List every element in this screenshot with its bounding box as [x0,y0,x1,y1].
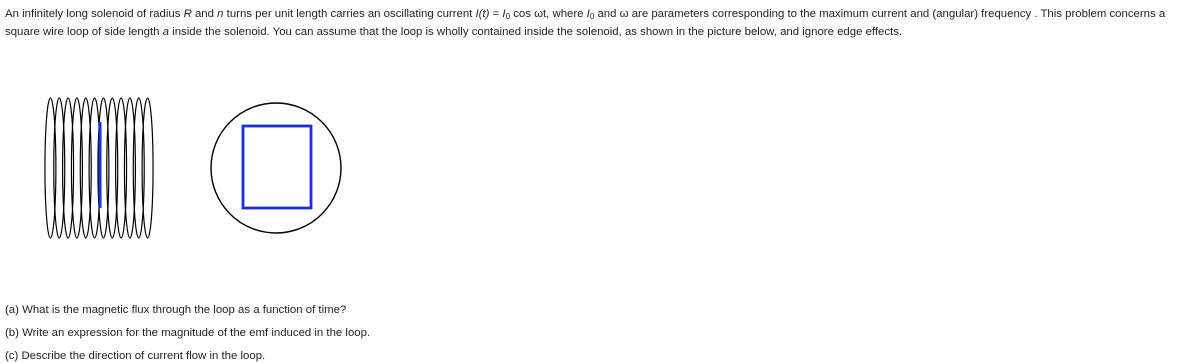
var-current-function: I(t) [475,8,490,20]
problem-statement: An infinitely long solenoid of radius R and n turns per unit length carries an oscillating current $I(t) = I_0$ cos ωt, where $I_0$ and ω are parameters corresponding to the maximum current and (angular) frequency . This problem concerns a square wire loop of side length a inside the solenoid. You can assume that the loop is wholly contained inside the solenoid, as shown in the picture below, and ignore edge effects. [5,8,1166,38]
var-radius: R [183,8,192,20]
var-side-length: a [162,26,170,38]
question-c: (c) Describe the direction of current flow in the loop. [5,350,266,362]
question-a: (a) What is the magnetic flux through the loop as a function of time? [5,304,347,316]
var-turns-density: n [217,8,224,20]
solenoid-figure [30,88,360,258]
solenoid-cross-section [211,103,341,233]
square-loop-front-view [243,126,311,208]
solenoid-cross-section-circle [211,103,341,233]
question-b: (b) Write an expression for the magnitude of the emf induced in the loop. [5,327,371,339]
